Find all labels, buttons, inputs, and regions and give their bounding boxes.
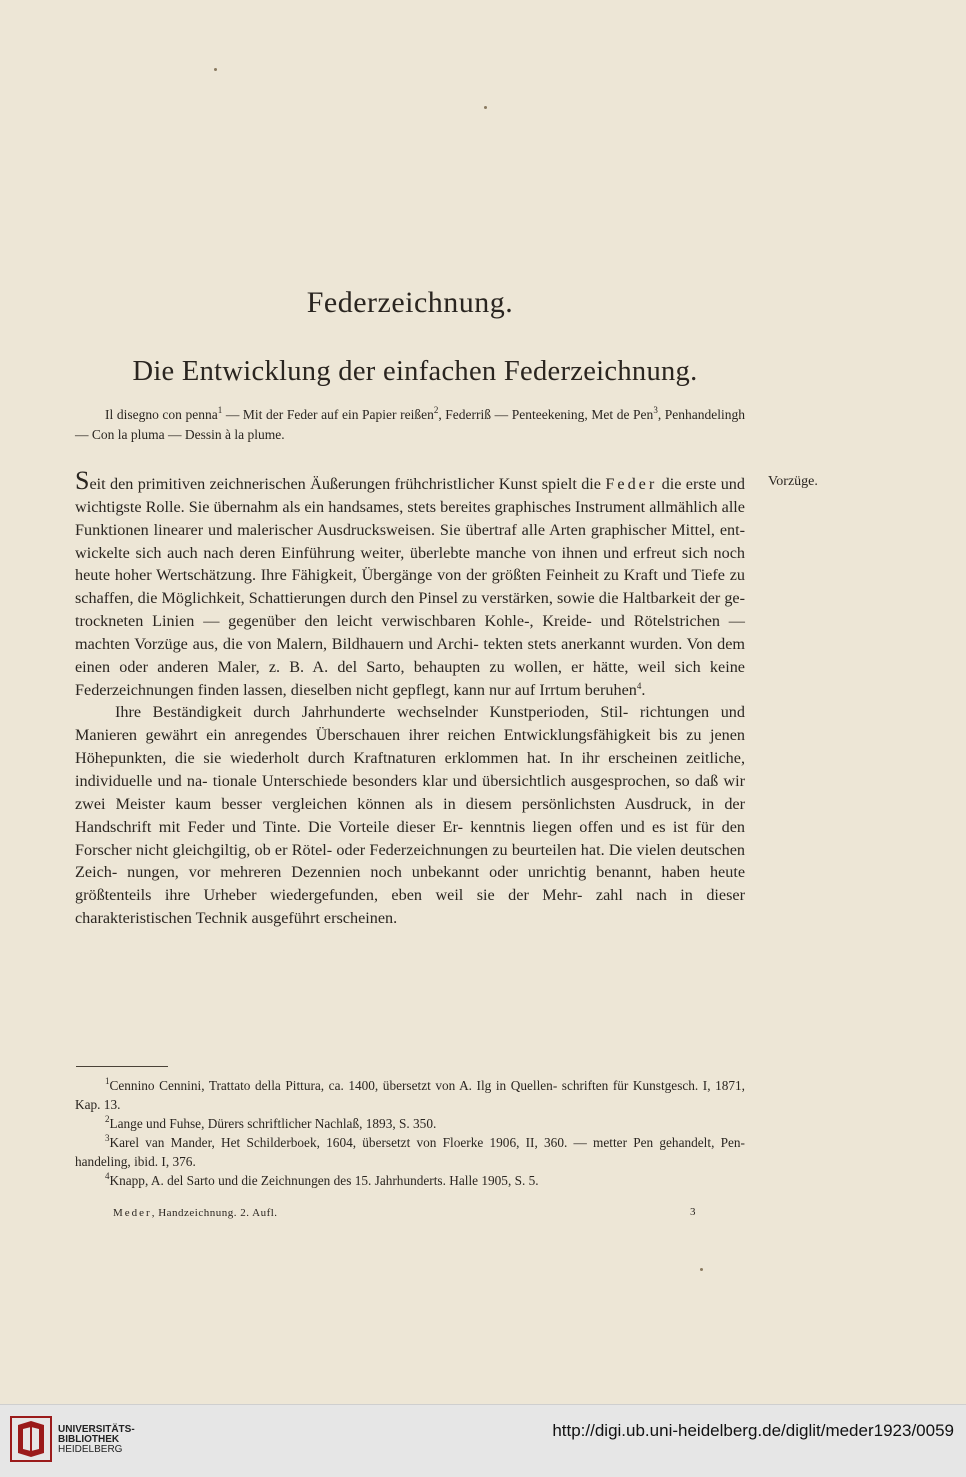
page-number: 3: [690, 1206, 696, 1218]
page-title: Federzeichnung.: [306, 286, 514, 319]
drop-cap: S: [75, 466, 90, 495]
page-url[interactable]: http://digi.ub.uni-heidelberg.de/diglit/meder1923/0059: [552, 1421, 954, 1440]
paper-speck: [700, 1268, 703, 1271]
body-text: [75, 466, 745, 930]
paper-speck: [214, 68, 217, 71]
paragraph-1: Seit den primitiven zeichnerischen Äußerungen frühchristlicher Kunst spielt die Feder die erste und wichtigste Rolle. Sie übernahm als ein handsames, stets bereites graphisches Instrument allmählich alle Funktionen linearer und malerischer Ausdrucksweisen. Sie übertraf alle Arten graphischer Mittel, ent- wickelte sich auch nach deren Einführung weiter, überlebte manche von ihnen und erfreut sich noch heute hoher Wertschätzung. Ihre Fähigkeit, Übergänge von der größten Feinheit zu Kraft und Tiefe zu schaffen, die Möglichkeit, Schattierungen durch den Pinsel zu verstärken, sowie die Haltbarkeit der ge- trockneten Linien — gegenüber den leicht verwischbaren Kohle-, Kreide- und Rötelstrichen — machten Vorzüge aus, die von Malern, Bildhauern und Archi- tekten stets anerkannt wurden. Von dem einen oder anderen Maler, z. B. A. del Sarto, behaupten zu wollen, er hätte, weil sich keine Federzeichnungen finden lassen, dieselben nicht gepflegt, kann nur auf Irrtum beruhen$^4$.: [75, 466, 745, 699]
footnote: $^2$Lange und Fuhse, Dürers schriftlicher Nachlaß, 1893, S. 350.: [105, 1113, 437, 1131]
section-heading: Die Entwicklung der einfachen Federzeichnung.: [132, 356, 698, 387]
footnote-rule: [76, 1066, 168, 1067]
epigraph: Il disegno con penna$^1$ — Mit der Feder auf ein Papier reißen$^2$, Federriß — Penteekening, Met de Pen$^3$, Penhandelingh — Con la pluma — Dessin à la plume.: [75, 405, 746, 442]
paragraph-2: Ihre Beständigkeit durch Jahrhunderte wechselnder Kunstperioden, Stil- richtungen und Manieren gewährt ein anregendes Überschauen ihrer reichen Entwicklungsfähigkeit bis zu jenen Höhepunkten, die sie wiederholt durch Kraftnaturen erklommen hat. In ihr erscheinen zeitliche, individuelle und na- tionale Unterschiede besonders klar und übersichtlich ausgesprochen, so daß wir zwei Meister kaum besser vergleichen können als in diesem persönlichsten Ausdruck, in der Handschrift mit Feder und Tinte. Die Vorteile dieser Er- kenntnis liegen offen und es ist für den Forscher nicht gleichgiltig, ob er Rötel- oder Federzeichnungen zu beurteilen hat. Die vielen deutschen Zeich- nungen, vor mehreren Dezennien noch unbekannt oder unrichtig benannt, haben heute größtenteils ihre Urheber wiedergefunden, eben weil sie der Mehr- zahl nach in dieser charakteristischen Technik ausgeführt erscheinen.: [75, 703, 745, 928]
footnote: $^1$Cennino Cennini, Trattato della Pittura, ca. 1400, übersetzt von A. Ilg in Quellen- schriften für Kunstgesch. I, 1871, Kap. 13.: [75, 1076, 745, 1112]
library-name: UNIVERSITÄTS- BIBLIOTHEK HEIDELBERG: [58, 1424, 135, 1455]
footnote: $^3$Karel van Mander, Het Schilderboek, 1604, übersetzt von Floerke 1906, II, 360. — metter Pen gehandelt, Pen-handeling, ibid. I, 376.: [75, 1132, 745, 1169]
footnote: $^4$Knapp, A. del Sarto und die Zeichnungen des 15. Jahrhunderts. Halle 1905, S. 5.: [105, 1170, 539, 1188]
page-footer: Meder, Handzeichnung. 2. Aufl.: [113, 1207, 278, 1219]
footnotes: [75, 1077, 745, 1190]
paper-speck: [484, 106, 487, 109]
viewer-bar: [0, 1404, 966, 1477]
margin-note: Vorzüge.: [768, 474, 818, 489]
library-logo-icon: [10, 1415, 52, 1463]
